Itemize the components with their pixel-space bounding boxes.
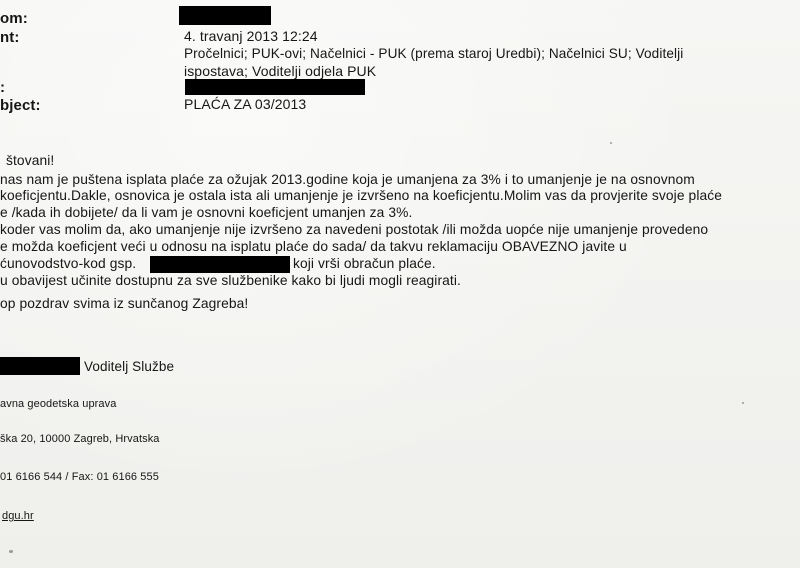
body-line: koji vrši obračun plaće. [293, 256, 436, 271]
scan-speck [9, 550, 13, 553]
signature-website: dgu.hr [2, 510, 34, 522]
greeting: štovani! [6, 153, 55, 168]
from-label: om: [0, 10, 28, 27]
sent-label: nt: [0, 29, 20, 46]
scan-speck [742, 402, 744, 404]
to-recipients-line2: ispostava; Voditelji odjela PUK [184, 63, 377, 79]
body-line: koder vas molim da, ako umanjenje nije izvršeno za navedeni postotak /ili možda uopće nije umanjenje provedeno [0, 222, 709, 237]
signature-organization: avna geodetska uprava [0, 398, 117, 410]
body-line: e /kada ih dobijete/ da li vam je osnovni koeficjent umanjen za 3%. [0, 205, 413, 220]
signature-address: ška 20, 10000 Zagreb, Hrvatska [0, 433, 160, 445]
to-recipients-line1: Pročelnici; PUK-ovi; Načelnici - PUK (prema staroj Uredbi); Načelnici SU; Voditelji [184, 46, 684, 61]
body-line: ćunovodstvo-kod gsp. [0, 256, 137, 271]
redaction-sender [179, 6, 271, 25]
body-line: koeficjentu.Dakle, osnovica je ostala ista ali umanjenje je izvršeno na koeficjentu.Molim vas da provjerite svoje plaće [0, 188, 723, 203]
redaction-accountant [150, 256, 290, 273]
redaction-signer [0, 357, 80, 375]
body-line: op pozdrav svima iz sunčanog Zagreba! [0, 296, 249, 311]
signature-title: Voditelj Službe [84, 359, 175, 374]
body-line: u obavijest učinite dostupnu za sve službenike kako bi ljudi mogli reagirati. [0, 273, 461, 288]
body-line: nas nam je puštena isplata plaće za ožujak 2013.godine koja je umanjena za 3% i to umanjenje je na osnovnom [0, 172, 695, 187]
cc-label: : [0, 79, 6, 96]
body-line: e možda koeficjent veći u odnosu na isplatu plaće do sada/ da takvu reklamaciju OBAVEZNO javite u [0, 239, 627, 254]
sent-date: 4. travanj 2013 12:24 [184, 28, 318, 44]
subject-label: bject: [0, 97, 41, 114]
redaction-cc [185, 79, 365, 95]
subject-value: PLAĆA ZA 03/2013 [184, 96, 307, 112]
scan-speck [610, 142, 612, 144]
signature-phone-fax: 01 6166 544 / Fax: 01 6166 555 [0, 471, 159, 483]
